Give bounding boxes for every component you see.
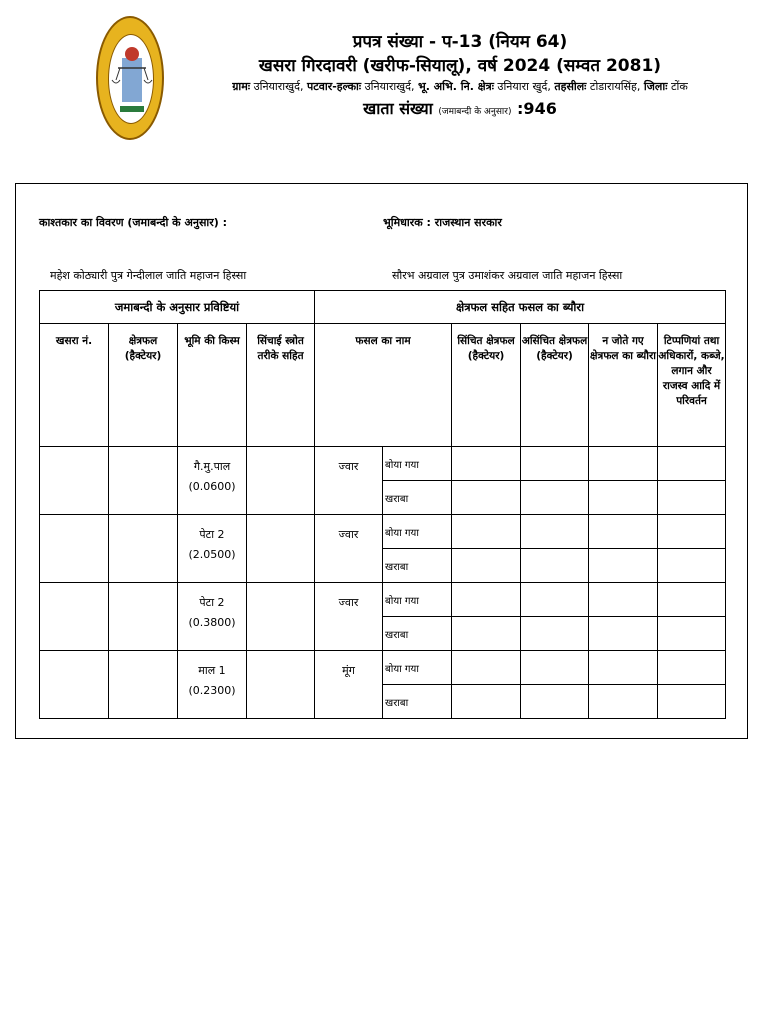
crop-name: ज्वार bbox=[315, 447, 383, 515]
col-khasra: खसरा नं. bbox=[40, 324, 109, 447]
group-header-jamabandi: जमाबन्दी के अनुसार प्रविष्टियां bbox=[40, 291, 315, 324]
land-cell: गै.मु.पाल (0.0600) bbox=[178, 447, 247, 515]
khata-number-line: खाता संख्या (जमाबन्दी के अनुसार) :946 bbox=[363, 99, 557, 118]
table-row bbox=[40, 447, 726, 481]
status-sown: बोया गया bbox=[383, 651, 452, 685]
land-cell: पेटा 2 (2.0500) bbox=[178, 515, 247, 583]
status-damaged: खराबा bbox=[383, 617, 452, 651]
table-row bbox=[40, 651, 726, 685]
form-title: प्रपत्र संख्या - प-13 (नियम 64) bbox=[352, 32, 568, 52]
revenue-board-seal bbox=[96, 16, 164, 140]
group-header-crop: क्षेत्रफल सहित फसल का ब्यौरा bbox=[315, 291, 726, 324]
status-sown: बोया गया bbox=[383, 583, 452, 617]
seal-emblem-icon bbox=[98, 18, 166, 142]
col-land-type: भूमि की किस्म bbox=[178, 324, 247, 447]
col-area: क्षेत्रफल (हैक्टेयर) bbox=[109, 324, 178, 447]
crop-name: ज्वार bbox=[315, 515, 383, 583]
crop-name: ज्वार bbox=[315, 583, 383, 651]
khasra-table bbox=[39, 290, 726, 719]
status-sown: बोया गया bbox=[383, 447, 452, 481]
land-cell: माल 1 (0.2300) bbox=[178, 651, 247, 719]
col-remarks: टिप्पणियां तथा अधिकारों, कब्जे, लगान और राजस्व आदि में परिवर्तन bbox=[658, 324, 726, 447]
col-irrigation: सिंचाई स्त्रोत तरीके सहित bbox=[247, 324, 315, 447]
table-row bbox=[40, 515, 726, 549]
location-line: ग्रामः उनियाराखुर्द, पटवार-हल्काः उनियाराखुर्द, भू. अभि. नि. क्षेत्रः उनियारा खुर्द, तहसीलः टोडारायसिंह, जिलाः टोंक bbox=[232, 80, 688, 93]
col-crop: फसल का नाम bbox=[315, 324, 452, 447]
status-damaged: खराबा bbox=[383, 685, 452, 719]
status-damaged: खराबा bbox=[383, 549, 452, 583]
bhumidharak-label: भूमिधारक : राजस्थान सरकार bbox=[383, 216, 502, 229]
crop-name: मूंग bbox=[315, 651, 383, 719]
table-row bbox=[40, 583, 726, 617]
col-unsown: न जोते गए क्षेत्रफल का ब्यौरा bbox=[589, 324, 658, 447]
status-damaged: खराबा bbox=[383, 481, 452, 515]
status-sown: बोया गया bbox=[383, 515, 452, 549]
kashtkar-label: काश्तकार का विवरण (जमाबन्दी के अनुसार) : bbox=[39, 216, 227, 229]
col-unirrigated: असिंचित क्षेत्रफल (हैक्टेयर) bbox=[521, 324, 589, 447]
land-cell: पेटा 2 (0.3800) bbox=[178, 583, 247, 651]
col-irrigated: सिंचित क्षेत्रफल (हैक्टेयर) bbox=[452, 324, 521, 447]
form-header bbox=[180, 30, 740, 125]
form-subtitle: खसरा गिरदावरी (खरीफ-सियालू), वर्ष 2024 (सम्वत 2081) bbox=[258, 56, 662, 76]
owner-1: महेश कोठ्यारी पुत्र गेन्दीलाल जाति महाजन हिस्सा bbox=[50, 269, 247, 282]
owner-2: सौरभ अग्रवाल पुत्र उमाशंकर अग्रवाल जाति महाजन हिस्सा bbox=[392, 269, 623, 282]
